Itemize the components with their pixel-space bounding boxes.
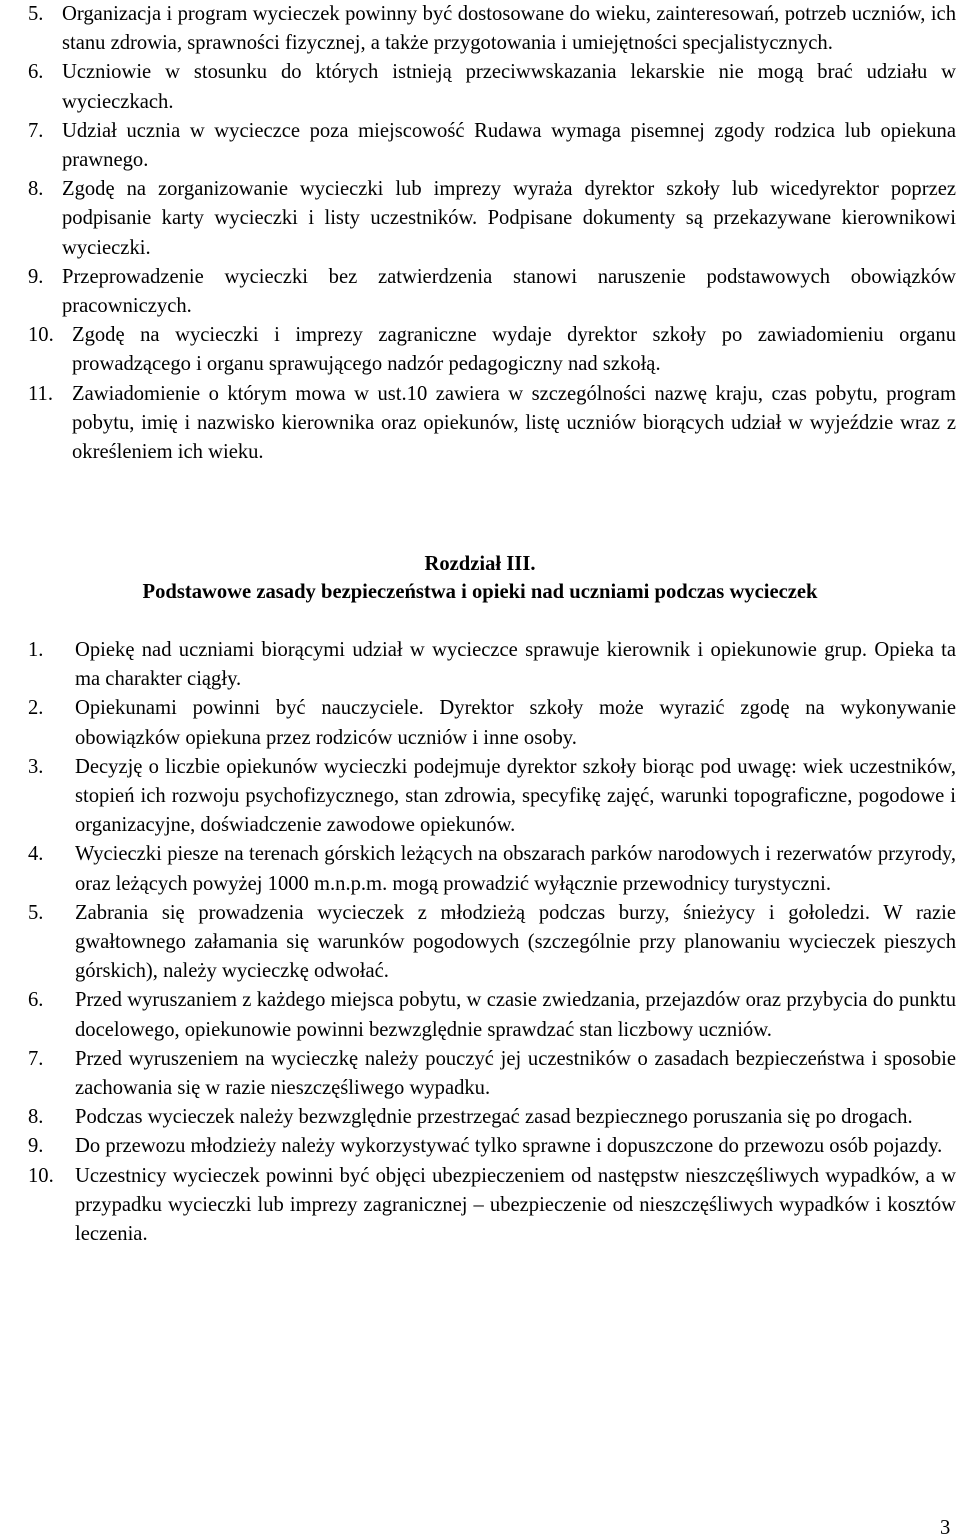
- item-number: 8.: [28, 1106, 44, 1129]
- item-number: 6.: [28, 989, 44, 1012]
- list-item: [28, 0, 956, 58]
- item-number: 5.: [28, 901, 44, 924]
- item-text: Opiekunami powinni być nauczyciele. Dyrektor szkoły może wyrazić zgodę na wykonywanie obowiązków opiekuna przez rodziców uczniów i inne osoby.: [75, 697, 956, 749]
- list-item: [28, 840, 956, 898]
- item-text: Przed wyruszaniem z każdego miejsca pobytu, w czasie zwiedzania, przejazdów oraz przybycia do punktu docelowego, opiekunowie powinni bezwzględnie sprawdzać stan liczbowy uczniów.: [75, 989, 956, 1041]
- item-text: Uczniowie w stosunku do których istnieją przeciwwskazania lekarskie nie mogą brać udziału w wycieczkach.: [62, 61, 956, 113]
- item-text: Podczas wycieczek należy bezwzględnie przestrzegać zasad bezpiecznego poruszania się po drogach.: [75, 1106, 913, 1129]
- item-text: Decyzję o liczbie opiekunów wycieczki podejmuje dyrektor szkoły biorąc pod uwagę: wiek uczestników, stopień ich rozwoju psychofizycznego, stan zdrowia, specyfikę zajęć, warunki topograficzne, pogodowe i organizacyjne, doświadczenie zawodowe opiekunów.: [75, 755, 956, 837]
- item-number: 6.: [28, 61, 44, 84]
- chapter-title: Rozdział III.: [424, 553, 536, 575]
- item-text: Uczestnicy wycieczek powinni być objęci ubezpieczeniem od następstw nieszczęśliwych wypadków, a w przypadku wycieczki lub imprezy zagranicznej – ubezpieczenie od nieszczęśliwych wypadków i kosztów leczenia.: [75, 1164, 956, 1246]
- item-text: Zgodę na zorganizowanie wycieczki lub imprezy wyraża dyrektor szkoły lub wicedyrektor poprzez podpisanie karty wycieczki i listy uczestników. Podpisane dokumenty są przekazywane kierownikowi wycieczki.: [62, 178, 956, 259]
- item-number: 4.: [28, 843, 44, 866]
- item-text: Do przewozu młodzieży należy wykorzystywać tylko sprawne i dopuszczone do przewozu osób pojazdy.: [75, 1135, 943, 1158]
- list-item: [28, 117, 956, 175]
- list-item: [28, 380, 956, 468]
- item-number: 11.: [28, 382, 53, 405]
- page-number: 3: [940, 1517, 951, 1539]
- item-text: Zgodę na wycieczki i imprezy zagraniczne wydaje dyrektor szkoły po zawiadomieniu organu prowadzącego i organu sprawującego nadzór pedagogiczny nad szkołą.: [72, 324, 956, 376]
- list-item: [28, 263, 956, 321]
- item-number: 10.: [28, 1164, 54, 1187]
- item-text: Zabrania się prowadzenia wycieczek z młodzieżą podczas burzy, śnieżycy i gołoledzi. W razie gwałtownego załamania się warunków pogodowych (szczególnie przy planowaniu wycieczek pieszych górskich), należy wycieczkę odwołać.: [75, 901, 956, 983]
- list-item: [28, 899, 956, 987]
- item-text: Zawiadomienie o którym mowa w ust.10 zawiera w szczególności nazwę kraju, czas pobytu, program pobytu, imię i nazwisko kierownika oraz opiekunów, listę uczniów biorących udział w wyjeździe wraz z określeniem ich wieku.: [72, 382, 956, 464]
- list-item: [28, 694, 956, 752]
- item-number: 8.: [28, 178, 44, 201]
- item-text: Udział ucznia w wycieczce poza miejscowość Rudawa wymaga pisemnej zgody rodzica lub opiekuna prawnego.: [62, 119, 956, 172]
- list-item: [28, 1103, 956, 1132]
- list-item: [28, 1162, 956, 1250]
- item-text: Przeprowadzenie wycieczki bez zatwierdzenia stanowi naruszenie podstawowych obowiązków pracowniczych.: [62, 265, 956, 318]
- item-number: 1.: [28, 639, 44, 661]
- item-text: Wycieczki piesze na terenach górskich leżących na obszarach parków narodowych i rezerwatów przyrody, oraz leżących powyżej 1000 m.n.p.m. mogą prowadzić wyłącznie przewodnicy turystyczni.: [75, 843, 956, 895]
- list-item: [28, 1132, 956, 1161]
- list-item: [28, 986, 956, 1044]
- item-number: 9.: [28, 1135, 44, 1158]
- item-number: 7.: [28, 1047, 44, 1070]
- regulations-list-bottom: [28, 636, 956, 1249]
- regulations-list-top: [28, 0, 956, 467]
- chapter-subtitle: Podstawowe zasady bezpieczeństwa i opieki nad uczniami podczas wycieczek: [142, 581, 818, 603]
- item-number: 3.: [28, 755, 44, 778]
- item-number: 9.: [28, 265, 44, 288]
- list-item: [28, 1045, 956, 1103]
- list-item: [28, 175, 956, 263]
- item-number: 10.: [28, 324, 54, 347]
- list-item: [28, 636, 956, 694]
- list-item: [28, 753, 956, 841]
- list-item: [28, 321, 956, 379]
- item-text: Przed wyruszeniem na wycieczkę należy pouczyć jej uczestników o zasadach bezpieczeństwa i sposobie zachowania się w razie nieszczęśliwego wypadku.: [75, 1047, 956, 1100]
- item-number: 2.: [28, 697, 44, 720]
- item-text: Opiekę nad uczniami biorącymi udział w wycieczce sprawuje kierownik i opiekunowie grup. Opieka ta ma charakter ciągły.: [75, 639, 956, 691]
- item-number: 7.: [28, 119, 44, 142]
- list-item: [28, 58, 956, 116]
- item-number: 5.: [28, 3, 44, 25]
- item-text: Organizacja i program wycieczek powinny być dostosowane do wieku, zainteresowań, potrzeb uczniów, ich stanu zdrowia, sprawności fizycznej, a także przygotowania i umiejętności specjalistycznych.: [62, 3, 956, 55]
